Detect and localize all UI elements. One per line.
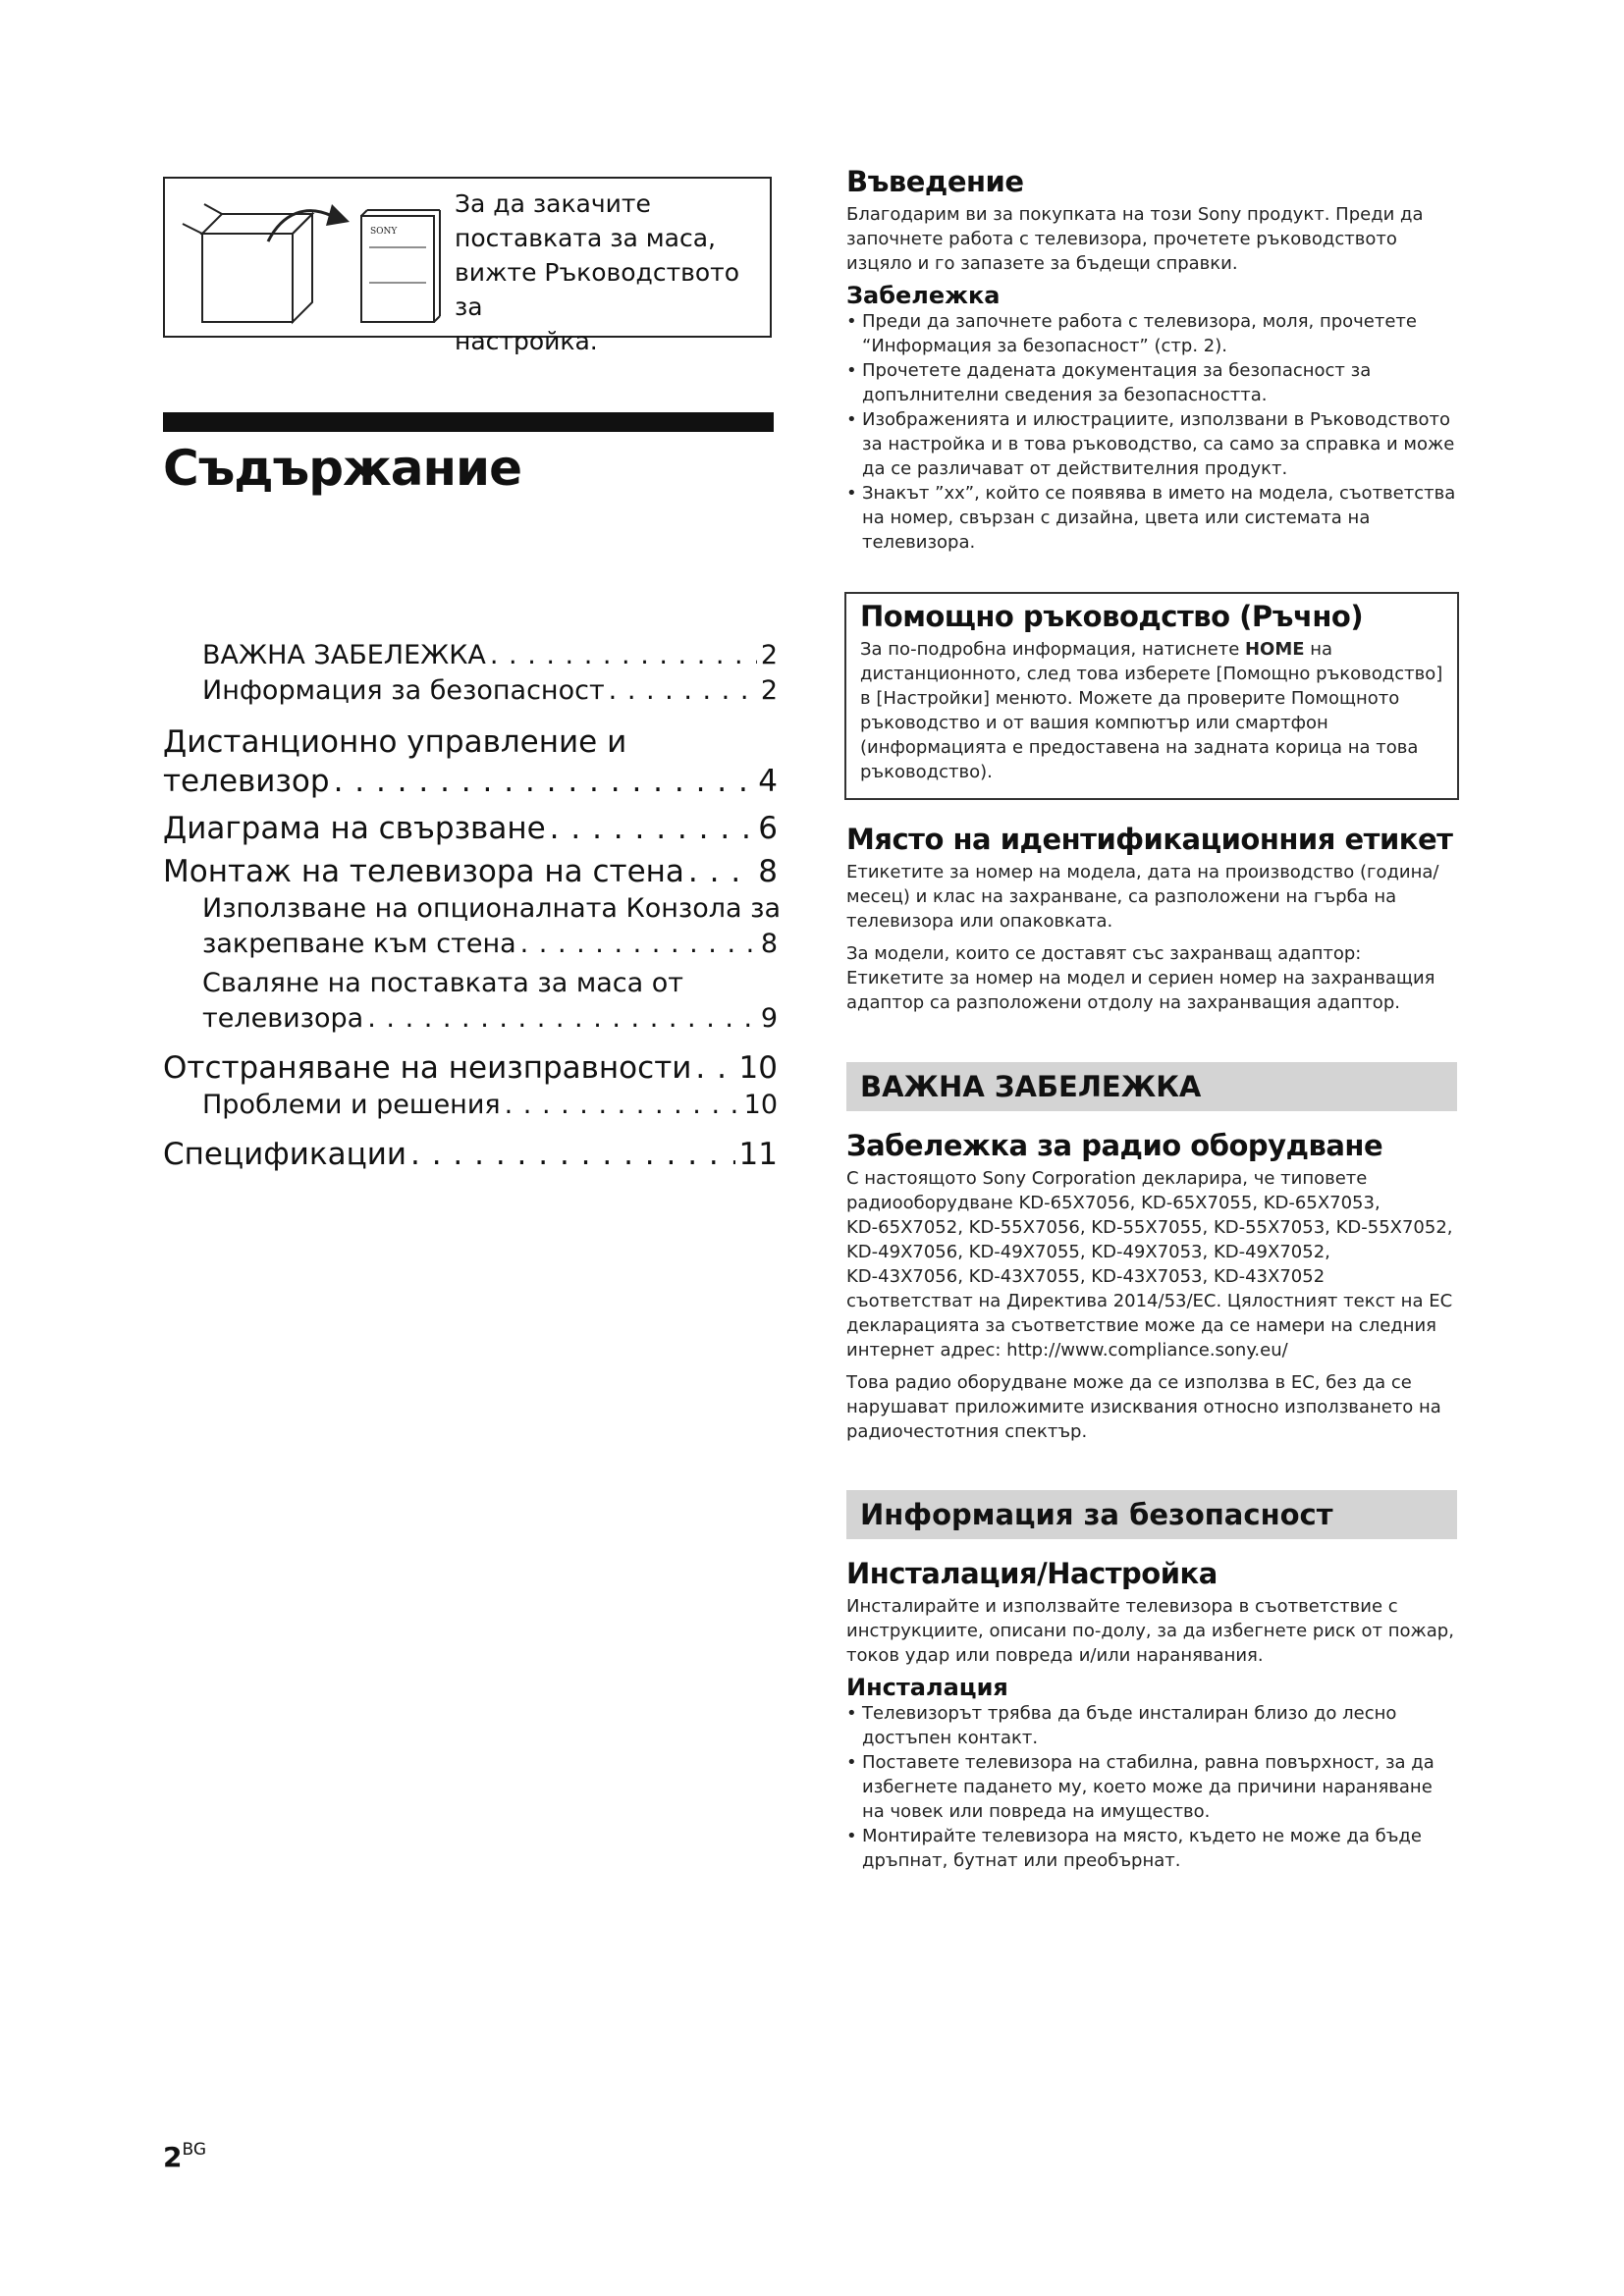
radio-declaration: С настоящото Sony Corporation декларира, че типовете радиооборудване KD-65X7056, KD-65X7055, KD-65X7053, KD-65X7052, KD-55X7056, KD-55X7055, KD-55X7053, KD-55X7052, KD-49X7056, KD-49X7055, KD-49X7053, KD-49X7052, KD-43X7056, KD-43X7055, KD-43X7053, KD-43X7052 съответстват на Директива 2014/53/ЕС. Цялостният текст на ЕС декларацията за съответствие може да се намери на следния интернет адрес: http://www.compliance.sony.eu/ [846, 1168, 1453, 1361]
toc-entry-specifications[interactable]: Спецификации . . . 11 [163, 1135, 778, 1174]
help-guide-heading: Помощно ръководство (Ръчно) [860, 600, 1364, 633]
safety-info-band: Информация за безопасност [846, 1490, 1457, 1539]
intro-heading: Въведение [846, 165, 1024, 198]
toc-entry-wall-mount[interactable]: Монтаж на телевизора на стена . . . 8 [163, 852, 778, 891]
note-item: • Изображенията и илюстрациите, използвани в Ръководството за настройка и в това ръководство, са само за справка и може да се различават от действителния продукт. [846, 407, 1457, 481]
setup-note-text: За да закачите поставката за маса, вижте Ръководството за настройка. [455, 189, 740, 355]
toc-entry-remote[interactable]: Дистанционно управление и телевизор . . . 4 [163, 722, 778, 801]
installation-item: • Монтирайте телевизора на място, където не може да бъде дръпнат, бутнат или преобърнат. [846, 1824, 1457, 1873]
page-number: $2^{BG}$ [163, 2140, 207, 2173]
tv-box-manual-illustration [175, 194, 445, 327]
label-location-p2: За модели, които се доставят със захранващ адаптор: Етикетите за номер на модел и сериен номер на захранващия адаптор са разположени отдолу на захранващия адаптор. [846, 943, 1435, 1013]
important-notice-band: ВАЖНА ЗАБЕЛЕЖКА [846, 1062, 1457, 1111]
note-item: • Знакът ”xx”, който се появява в името на модела, съответства на номер, свързан с дизайна, цвета или системата на телевизора. [846, 481, 1457, 555]
installation-list [846, 1701, 1457, 1873]
note-item: • Прочетете дадената документация за безопасност за допълнителни сведения за безопасността. [846, 358, 1457, 407]
toc-entry-connection[interactable]: Диаграма на свързване . . . 6 [163, 809, 778, 848]
note-heading: Забележка [846, 282, 1001, 309]
toc-rule [163, 412, 774, 432]
toc-entry-wall-bracket[interactable]: Използване на опционалната Конзола за закрепване към стена . . . 8 [163, 891, 778, 962]
toc-entry-problems[interactable]: Проблеми и решения . . . 10 [163, 1088, 778, 1123]
label-location-section [846, 823, 1457, 1015]
note-item: • Преди да започнете работа с телевизора, моля, прочетете “Информация за безопасност” (стр. 2). [846, 309, 1457, 358]
installation-subheading: Инсталация [846, 1674, 1008, 1701]
toc-entry-stand-removal[interactable]: Сваляне на поставката за маса от телевизора . . . 9 [163, 966, 778, 1037]
help-guide-text: За по-подробна информация, натиснете HOME на дистанционното, след това изберете [Помощно ръководство] в [Настройки] менюто. Можете да проверите Помощното ръководство и от вашия компютър или смартфон (информацията е предоставена на задната корица на това ръководство). [860, 639, 1443, 782]
setup-note-box [163, 177, 772, 355]
installation-item: • Телевизорът трябва да бъде инсталиран близо до лесно достъпен контакт. [846, 1701, 1457, 1750]
manual-brand-label: SONY [370, 227, 398, 237]
installation-text: Инсталирайте и използвайте телевизора в съответствие с инструкциите, описани по-долу, за да избегнете риск от пожар, токов удар или повреда и/или наранявания. [846, 1596, 1454, 1666]
toc-entry-safety[interactable]: Информация за безопасност . . . 2 [163, 673, 778, 709]
installation-item: • Поставете телевизора на стабилна, равна повърхност, за да избегнете падането му, което може да причини нараняване на човек или повреда на имущество. [846, 1750, 1457, 1824]
page-language-code: BG [182, 2140, 207, 2160]
label-location-p1: Етикетите за номер на модела, дата на производство (година/месец) и клас на захранване, са разположени на гърба на телевизора или опаковката. [846, 862, 1439, 932]
toc-entry-troubleshooting[interactable]: Отстраняване на неизправности . . . 10 [163, 1048, 778, 1088]
label-location-heading: Място на идентификационния етикет [846, 823, 1453, 856]
intro-text: Благодарим ви за покупката на този Sony продукт. Преди да започнете работа с телевизора, прочетете ръководството изцяло и го запазете за бъдещи справки. [846, 204, 1424, 274]
table-of-contents [163, 638, 782, 1174]
note-list [846, 309, 1457, 555]
installation-heading: Инсталация/Настройка [846, 1557, 1218, 1590]
intro-section [846, 165, 1457, 555]
home-key-label: HOME [1244, 639, 1305, 660]
radio-heading: Забележка за радио оборудване [846, 1129, 1383, 1162]
installation-section [846, 1557, 1457, 1873]
toc-title: Съдържание [163, 440, 521, 497]
radio-spectrum-text: Това радио оборудване може да се използва в ЕС, без да се нарушават приложимите изисквания относно използването на радиочестотния спектър. [846, 1372, 1441, 1442]
help-guide-box [844, 592, 1459, 800]
toc-entry-important[interactable]: ВАЖНА ЗАБЕЛЕЖКА . . . 2 [163, 638, 778, 673]
radio-equipment-section [846, 1129, 1457, 1444]
